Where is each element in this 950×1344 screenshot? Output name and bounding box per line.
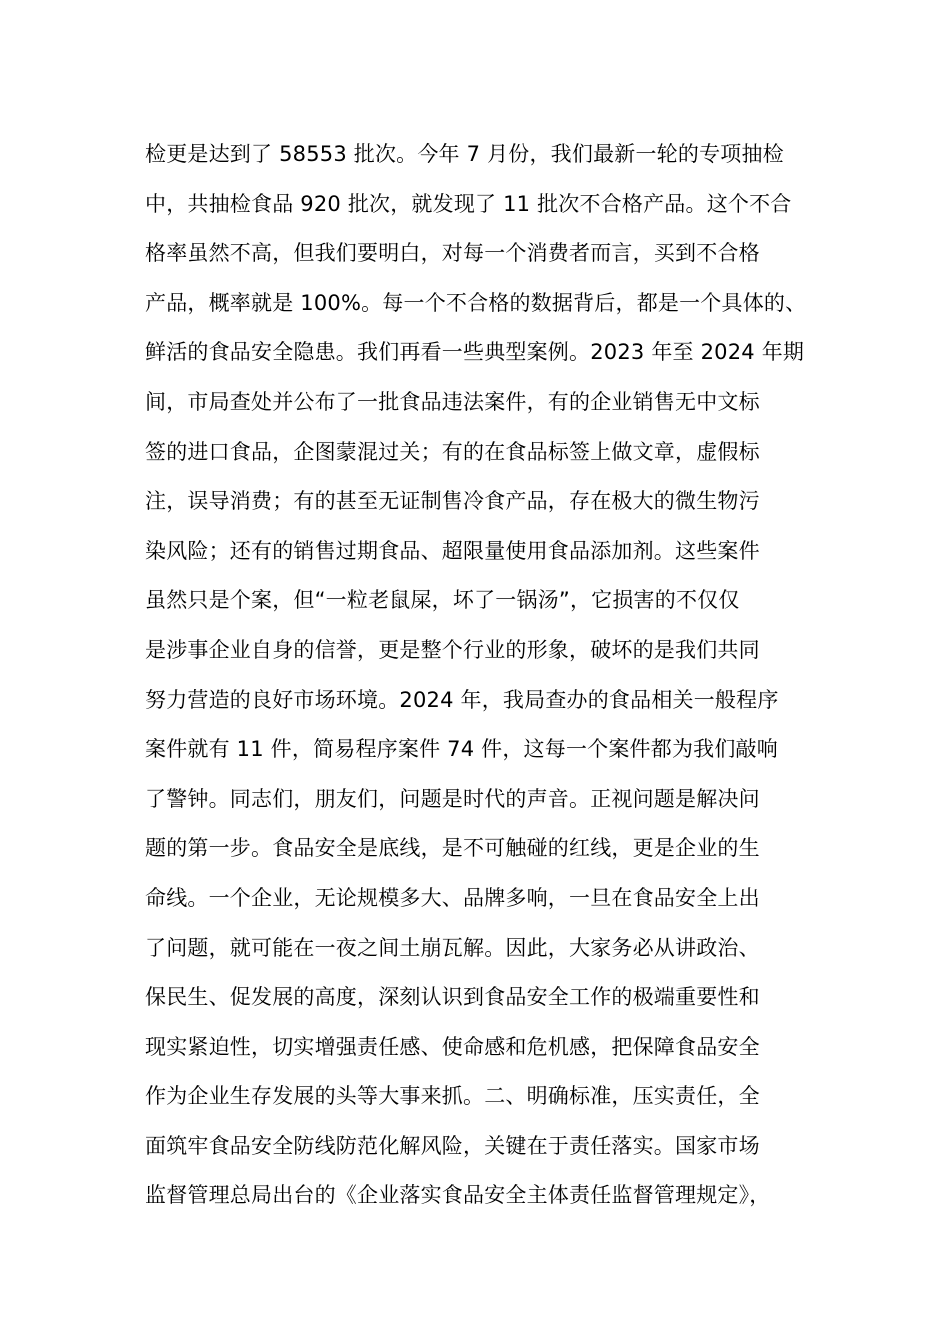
text-line: 监督管理总局出台的《企业落实食品安全主体责任监督管理规定》， [145,1183,771,1208]
text-line: 中，共抽检食品 920 批次，就发现了 11 批次不合格产品。这个不合 [145,191,792,216]
body-text [145,130,825,1221]
text-line: 案件就有 11 件，简易程序案件 74 件，这每一个案件都为我们敲响 [145,737,778,762]
text-line: 鲜活的食品安全隐患。我们再看一些典型案例。2023 年至 2024 年期 [145,340,805,365]
text-line: 作为企业生存发展的头等大事来抓。二、明确标准，压实责任，全 [145,1084,760,1109]
text-line: 面筑牢食品安全防线防范化解风险，关键在于责任落实。国家市场 [145,1133,760,1158]
text-line: 产品，概率就是 100%。每一个不合格的数据背后，都是一个具体的、 [145,290,807,315]
text-line: 题的第一步。食品安全是底线，是不可触碰的红线，更是企业的生 [145,836,760,861]
text-line: 签的进口食品，企图蒙混过关；有的在食品标签上做文章，虚假标 [145,439,760,464]
text-line: 保民生、促发展的高度，深刻认识到食品安全工作的极端重要性和 [145,985,760,1010]
text-line: 虽然只是个案，但“一粒老鼠屎，坏了一锅汤”，它损害的不仅仅 [145,588,740,613]
text-line: 注，误导消费；有的甚至无证制售冷食产品，存在极大的微生物污 [145,489,760,514]
text-line: 格率虽然不高，但我们要明白，对每一个消费者而言，买到不合格 [145,241,760,266]
text-line: 了警钟。同志们，朋友们，问题是时代的声音。正视问题是解决问 [145,786,760,811]
text-line: 染风险；还有的销售过期食品、超限量使用食品添加剂。这些案件 [145,538,760,563]
text-line: 了问题，就可能在一夜之间土崩瓦解。因此，大家务必从讲政治、 [145,935,760,960]
text-line: 间，市局查处并公布了一批食品违法案件，有的企业销售无中文标 [145,389,760,414]
text-line: 命线。一个企业，无论规模多大、品牌多响，一旦在食品安全上出 [145,885,760,910]
text-line: 现实紧迫性，切实增强责任感、使命感和危机感，把保障食品安全 [145,1034,760,1059]
text-line: 努力营造的良好市场环境。2024 年，我局查办的食品相关一般程序 [145,687,779,712]
text-line: 检更是达到了 58553 批次。今年 7 月份，我们最新一轮的专项抽检 [145,142,784,166]
text-line: 是涉事企业自身的信誉，更是整个行业的形象，破坏的是我们共同 [145,637,760,662]
